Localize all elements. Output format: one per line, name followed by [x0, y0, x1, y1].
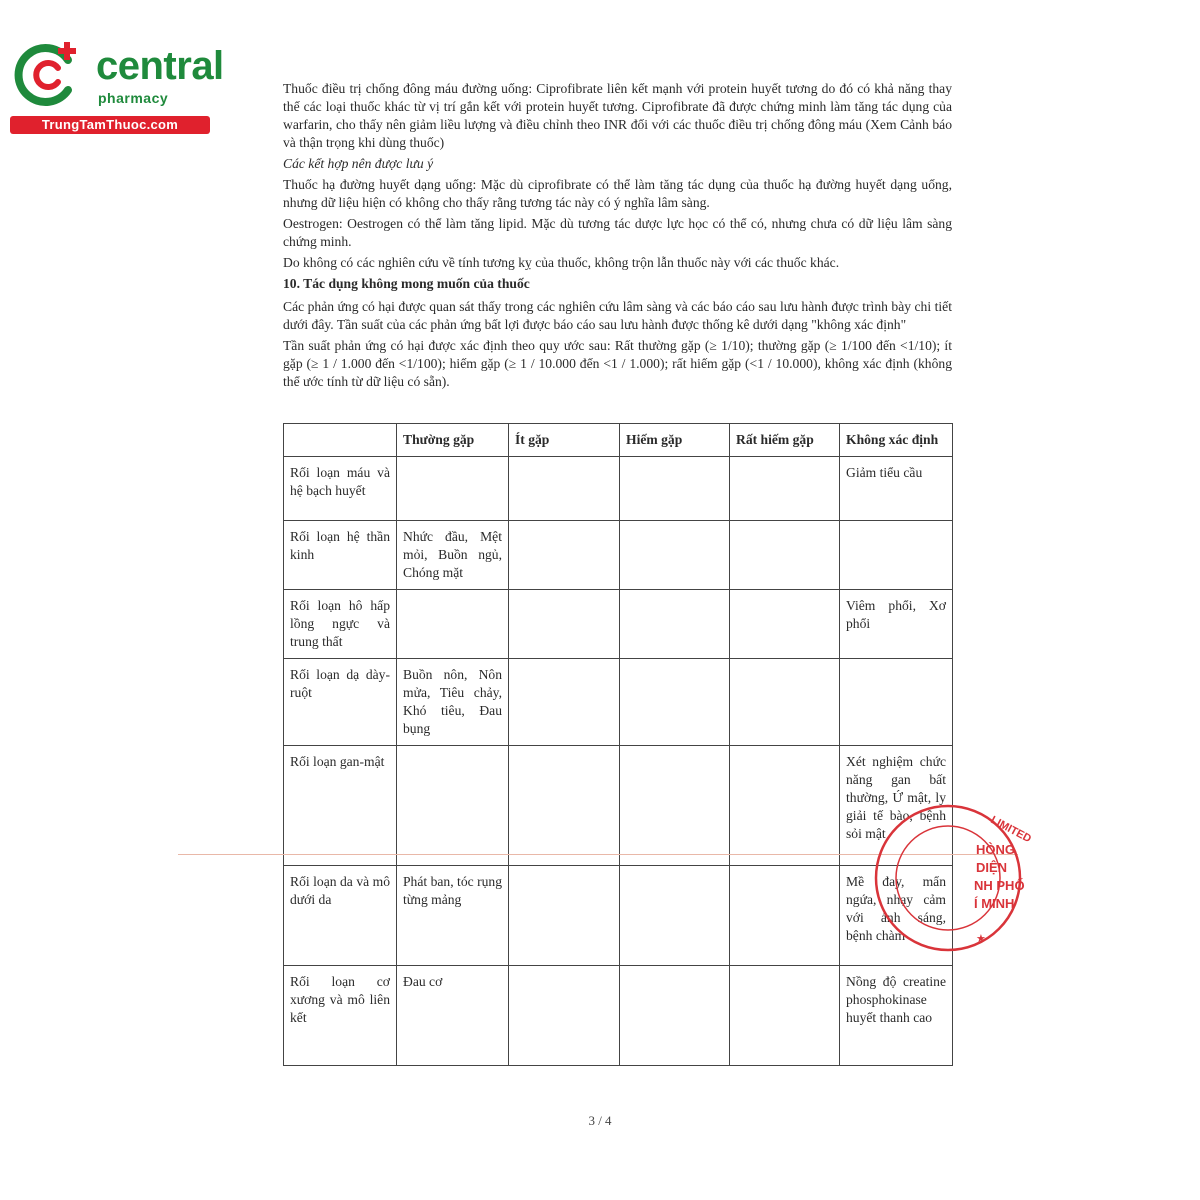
paragraph-frequency: Tần suất phản ứng có hại được xác định theo quy ước sau: Rất thường gặp (≥ 1/10); thường gặp (≥ 1/100 đến <1/10); ít gặp (≥ 1 / 1.000 đến <1/100); hiếm gặp (≥ 1 / 10.000 đến <1 / 1.000); rất hiếm gặp (<1 / 10.000), không xác định (không thể ước tính từ dữ liệu có sẵn). — [283, 338, 952, 389]
paragraph-adverse-intro: Các phản ứng có hại được quan sát thấy trong các nghiên cứu lâm sàng và các báo cáo sau lưu hành được trình bày chi tiết dưới đây. Tần suất của các phản ứng bất lợi được báo cáo sau lưu hành được thống kê dưới dạng "không xác định" — [283, 299, 952, 332]
table-cell — [509, 966, 620, 1066]
table-cell — [730, 866, 840, 966]
table-cell — [730, 457, 840, 521]
header-organ — [284, 424, 397, 457]
table-cell — [730, 590, 840, 659]
table-cell: Rối loạn dạ dày-ruột — [284, 659, 397, 746]
table-cell: Đau cơ — [397, 966, 509, 1066]
table-cell: Rối loạn cơ xương và mô liên kết — [284, 966, 397, 1066]
table-cell — [509, 659, 620, 746]
table-cell — [620, 457, 730, 521]
adverse-effects-table — [283, 423, 953, 1066]
table-row — [284, 659, 953, 746]
table-cell — [840, 659, 953, 746]
table-cell — [509, 746, 620, 866]
central-pharmacy-logo — [10, 36, 224, 136]
table-cell — [730, 966, 840, 1066]
table-header-row — [284, 424, 953, 457]
table-row — [284, 521, 953, 590]
table-cell — [620, 966, 730, 1066]
company-stamp — [968, 800, 1034, 960]
paragraph-hypoglycemics: Thuốc hạ đường huyết dạng uống: Mặc dù ciprofibrate có thể làm tăng tác dụng của thuốc hạ đường huyết dạng uống, nhưng dữ liệu hiện có không cho thấy rằng tương tác này có ý nghĩa lâm sàng. — [283, 177, 952, 210]
table-cell — [397, 457, 509, 521]
table-cell: Rối loạn da và mô dưới da — [284, 866, 397, 966]
stamp-text: LIMITED — [988, 814, 1034, 846]
document-body — [283, 80, 952, 394]
table-row — [284, 866, 953, 966]
table-cell — [397, 590, 509, 659]
table-cell: Rối loạn hô hấp lồng ngực và trung thất — [284, 590, 397, 659]
page-number: 3 / 4 — [588, 1113, 612, 1128]
table-cell — [620, 659, 730, 746]
table-cell — [620, 746, 730, 866]
table-row — [284, 746, 953, 866]
table-row — [284, 966, 953, 1066]
header-uncommon: Ít gặp — [509, 424, 620, 457]
table-cell: Nhức đầu, Mệt mỏi, Buồn ngủ, Chóng mặt — [397, 521, 509, 590]
table-cell — [509, 590, 620, 659]
table-cell — [730, 659, 840, 746]
paragraph-anticoagulants: Thuốc điều trị chống đông máu đường uống: Ciprofibrate liên kết mạnh với protein huyết tương do đó có khả năng thay thế các loại thuốc khác từ vị trí gắn kết với protein huyết tương. Ciprofibrate đã được chứng minh làm tăng tác dụng của warfarin, cho thấy nên giảm liều lượng và điều chỉnh theo INR đối với các thuốc điều trị chống đông máu (Xem Cảnh báo và thận trọng khi dùng thuốc) — [283, 81, 952, 150]
table-cell: Rối loạn gan-mật — [284, 746, 397, 866]
subheading-combinations: Các kết hợp nên được lưu ý — [283, 156, 434, 171]
table-row — [284, 457, 953, 521]
stamp-text: NH PHỐ — [974, 878, 1025, 893]
table-cell — [509, 866, 620, 966]
header-unknown: Không xác định — [840, 424, 953, 457]
logo-banner: TrungTamThuoc.com — [10, 116, 210, 134]
table-cell — [840, 521, 953, 590]
scan-artifact-line — [178, 854, 1018, 855]
stamp-text: HÒNG — [976, 842, 1015, 857]
table-cell — [509, 521, 620, 590]
logo-brand: central — [96, 44, 224, 88]
table-cell — [730, 746, 840, 866]
logo-subtitle: pharmacy — [98, 90, 169, 106]
table-cell — [730, 521, 840, 590]
table-row — [284, 590, 953, 659]
table-cell: Giảm tiểu cầu — [840, 457, 953, 521]
table-cell: Viêm phổi, Xơ phổi — [840, 590, 953, 659]
stamp-text: Í MINH — [974, 896, 1015, 911]
header-rare: Hiếm gặp — [620, 424, 730, 457]
table-cell — [397, 746, 509, 866]
header-common: Thường gặp — [397, 424, 509, 457]
table-cell — [620, 590, 730, 659]
table-cell: Phát ban, tóc rụng từng mảng — [397, 866, 509, 966]
star-icon: ★ — [976, 932, 986, 945]
table-cell — [509, 457, 620, 521]
table-cell — [620, 866, 730, 966]
stamp-text: DIỆN — [976, 860, 1008, 875]
table-cell: Nồng độ creatine phosphokinase huyết thanh cao — [840, 966, 953, 1066]
table-cell: Rối loạn máu và hệ bạch huyết — [284, 457, 397, 521]
paragraph-oestrogen: Oestrogen: Oestrogen có thể làm tăng lipid. Mặc dù tương tác dược lực học có thể có, nhưng chưa có dữ liệu lâm sàng chứng minh. — [283, 216, 952, 249]
paragraph-incompatibility: Do không có các nghiên cứu về tính tương kỵ của thuốc, không trộn lẫn thuốc này với các thuốc khác. — [283, 255, 840, 270]
header-very-rare: Rất hiếm gặp — [730, 424, 840, 457]
table-cell — [620, 521, 730, 590]
table-cell: Buồn nôn, Nôn mửa, Tiêu chảy, Khó tiêu, Đau bụng — [397, 659, 509, 746]
table-cell: Xét nghiệm chức năng gan bất thường, Ứ mật, ly giải tế bào, bệnh sỏi mật — [840, 746, 953, 866]
section-heading: 10. Tác dụng không mong muốn của thuốc — [283, 276, 530, 291]
table-cell: Rối loạn hệ thần kinh — [284, 521, 397, 590]
table-cell: Mề đay, mẩn ngứa, nhạy cảm với ánh sáng, bệnh chàm — [840, 866, 953, 966]
pharmacy-cross-logo-icon — [12, 38, 84, 110]
